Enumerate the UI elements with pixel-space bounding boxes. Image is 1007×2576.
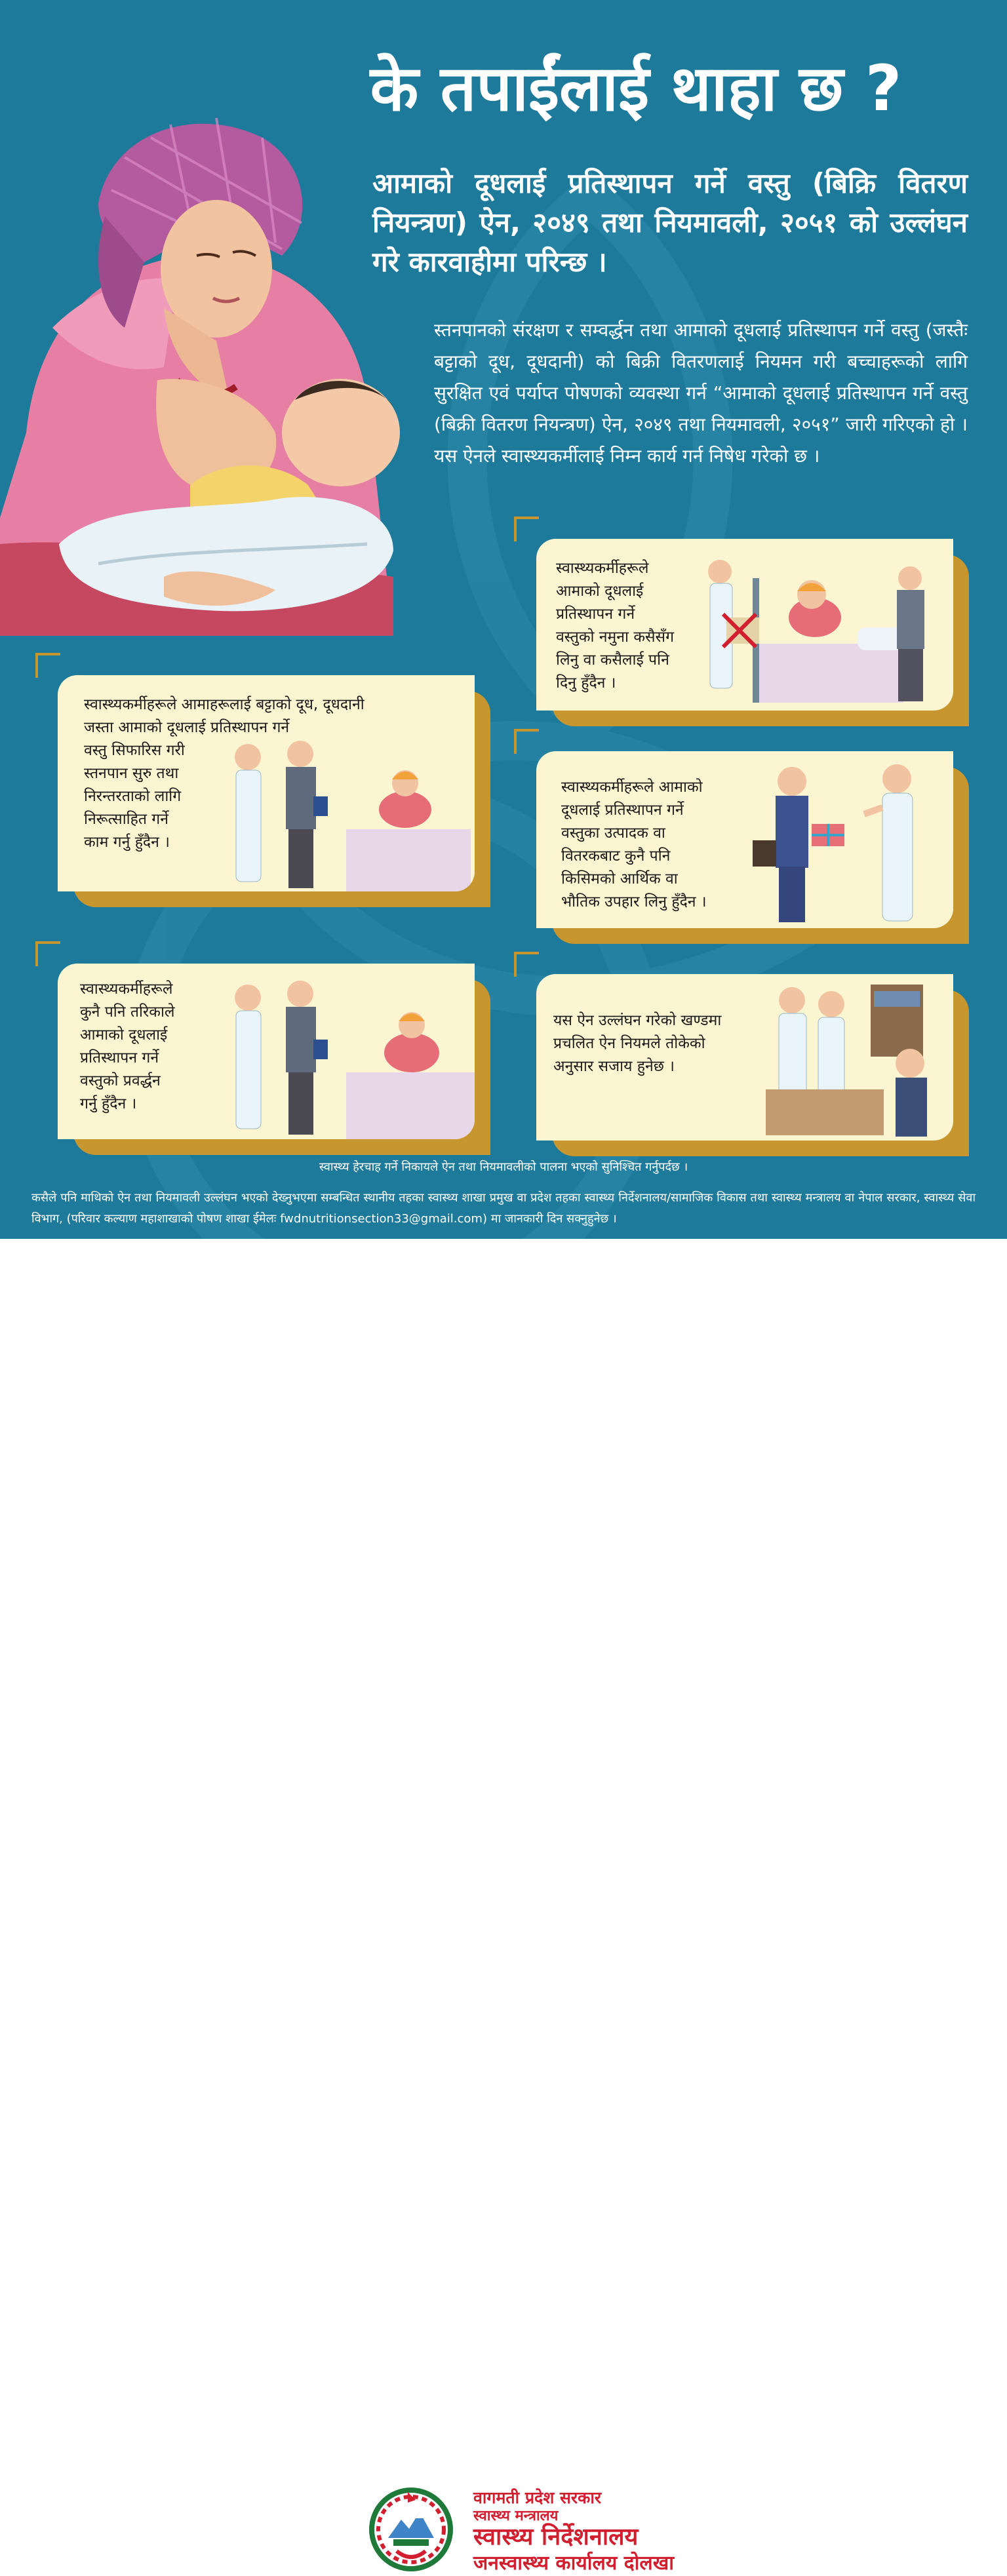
health-worker-recommending-illustration — [208, 737, 471, 891]
panel-no-promotion — [58, 964, 475, 1139]
act-subtitle: आमाको दूधलाई प्रतिस्थापन गर्ने वस्तु (बिक्रि वितरण नियन्त्रण) ऐन, २०४९ तथा नियमावली, २०५१ को उल्लंघन गरे कारवाहीमा परिन्छ । — [372, 167, 968, 278]
org-line-directorate: स्वास्थ्य निर्देशनालय — [473, 2524, 639, 2550]
panel-text-line: स्तनपान सुरु तथा — [84, 765, 179, 782]
panel-text-line: प्रचलित ऐन नियमले तोकेको — [553, 1035, 705, 1052]
panel-text-line: वस्तुका उत्पादक वा — [561, 825, 665, 842]
panel-no-samples — [536, 539, 953, 711]
poster — [0, 0, 1007, 1239]
nepal-government-emblem — [367, 2486, 455, 2573]
hospital-sample-illustration — [700, 552, 943, 709]
panel-text-line: अनुसार सजाय हुनेछ । — [553, 1058, 675, 1075]
panel-text-line: वितरकबाट कुनै पनि — [561, 848, 671, 865]
org-line-office: जनस्वास्थ्य कार्यालय दोलखा — [473, 2552, 675, 2575]
panel-text-line: गर्नु हुँदैन । — [80, 1095, 137, 1112]
panel-text-line: स्वास्थ्यकर्मीहरूले आमाहरूलाई बट्टाको दूध, दूधदानी — [84, 696, 365, 713]
org-line-province: वागमती प्रदेश सरकार — [473, 2488, 602, 2507]
panel-text-line: स्वास्थ्यकर्मीहरूले — [80, 981, 173, 998]
panel-text-line: कुनै पनि तरिकाले — [80, 1004, 175, 1021]
panel-corner-decoration — [514, 952, 539, 977]
panel-text-line: निरूत्साहित गर्ने — [84, 811, 168, 828]
panel-text-line: जस्ता आमाको दूधलाई प्रतिस्थापन गर्ने — [84, 719, 290, 736]
panel-text-line: आमाको दूधलाई — [556, 583, 644, 600]
panel-penalty — [536, 974, 953, 1141]
panel-card — [536, 751, 953, 928]
panel-text-line: दिनु हुँदैन । — [556, 674, 616, 692]
breastfeeding-mother-illustration — [0, 92, 406, 636]
panel-text-line: काम गर्नु हुँदैन । — [84, 834, 170, 851]
panel-corner-decoration — [514, 517, 539, 541]
panel-text — [561, 776, 758, 914]
panel-text-line: लिनु वा कसैलाई पनि — [556, 652, 669, 669]
org-line-ministry: स्वास्थ्य मन्त्रालय — [473, 2508, 559, 2524]
panel-no-gifts — [536, 751, 953, 928]
refusing-gift-illustration — [733, 755, 949, 926]
panel-text-line: स्वास्थ्यकर्मीहरूले — [556, 560, 649, 577]
panel-text-line: भौतिक उपहार लिनु हुँदैन । — [561, 893, 707, 910]
panel-text-line: निरन्तरताको लागि — [84, 788, 182, 805]
panel-card — [536, 974, 953, 1141]
panel-corner-decoration — [514, 729, 539, 754]
panel-text-line: आमाको दूधलाई — [80, 1026, 168, 1044]
panel-card — [58, 675, 475, 891]
panel-corner-decoration — [35, 941, 60, 966]
panel-card — [58, 964, 475, 1139]
panel-text-line: दूधलाई प्रतिस्थापन गर्ने — [561, 802, 684, 819]
footer — [0, 1239, 1007, 2575]
contact-paragraph: कसैले पनि माथिको ऐन तथा नियमावली उल्लंघन भएको देख्नुभएमा सम्बन्धित स्थानीय तहका स्वास्थ्य शाखा प्रमुख वा प्रदेश तहका स्वास्थ्य निर्देशनालय/सामाजिक विकास तथा स्वास्थ्य मन्त्रालय वा नेपाल सरकार, स्वास्थ्य सेवा विभाग, (परिवार कल्याण महाशाखाको पोषण शाखा ईमेलः fwdnutritionsection33@gmail.com) मा जानकारी दिन सक्नुहुनेछ । — [31, 1191, 976, 1226]
penalty-office-illustration — [753, 978, 949, 1138]
panel-text-line: वस्तुको प्रवर्द्धन — [80, 1072, 161, 1089]
panel-text — [553, 1009, 776, 1078]
compliance-note: स्वास्थ्य हेरचाह गर्ने निकायले ऐन तथा नियमावलीको पालना भएको सुनिश्चित गर्नुपर्दछ । — [319, 1160, 688, 1174]
panel-text-line: स्वास्थ्यकर्मीहरूले आमाको — [561, 779, 703, 796]
panel-text-line: वस्तु सिफारिस गरी — [84, 742, 185, 759]
panel-no-recommend — [58, 675, 475, 891]
health-worker-promoting-illustration — [202, 974, 475, 1139]
panel-text-line: प्रतिस्थापन गर्ने — [556, 606, 635, 623]
panel-card — [536, 539, 953, 711]
panel-text-line: यस ऐन उल्लंघन गरेको खण्डमा — [553, 1012, 722, 1029]
panel-text-line: वस्तुको नमुना कसैसँग — [556, 629, 675, 646]
intro-paragraph: स्तनपानको संरक्षण र सम्वर्द्धन तथा आमाको दूधलाई प्रतिस्थापन गर्ने वस्तु (जस्तैः बट्टाको दूध, दूधदानी) को बिक्री वितरणलाई नियमन गरी बच्चाहरूको लागि सुरक्षित एवं पर्याप्त पोषणको व्यवस्था गर्न “आमाको दूधलाई प्रतिस्थापन गर्ने वस्तु (बिक्री वितरण नियन्त्रण) ऐन, २०४९ तथा नियमावली, २०५१” जारी गरिएको हो । यस ऐनले स्वास्थ्यकर्मीलाई निम्न कार्य गर्न निषेध गरेको छ । — [434, 319, 968, 467]
panel-text-line: किसिमको आर्थिक वा — [561, 870, 678, 888]
panel-corner-decoration — [35, 653, 60, 678]
panel-text-line: प्रतिस्थापन गर्ने — [80, 1049, 159, 1066]
page-title: के तपाईंलाई थाहा छ ? — [370, 52, 902, 125]
